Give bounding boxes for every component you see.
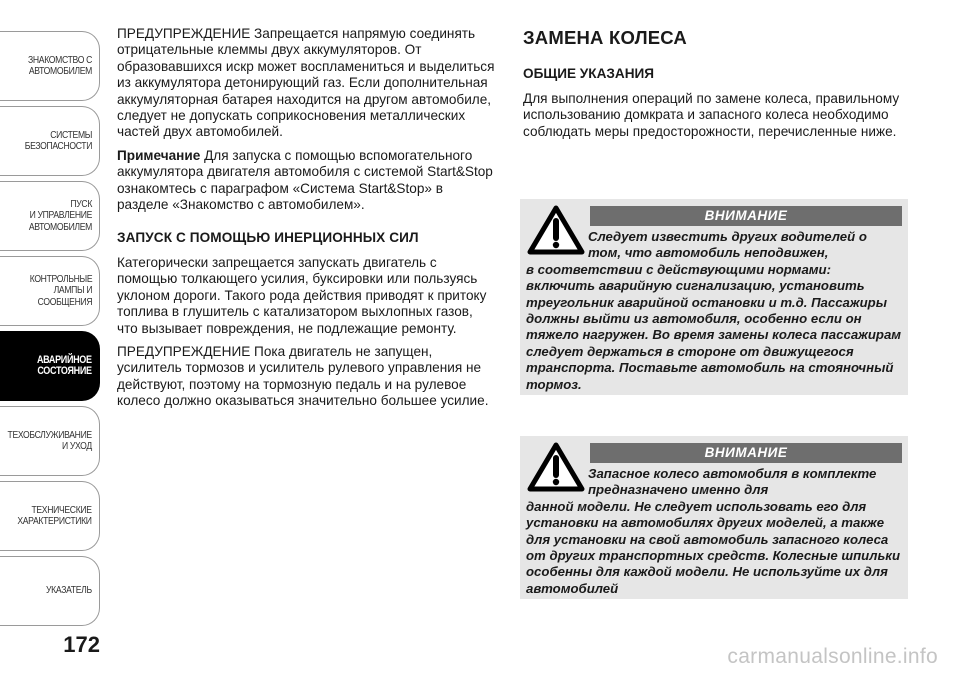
right-column [523, 26, 913, 140]
tab-label: УКАЗАТЕЛЬ [46, 584, 92, 597]
tab-label: ТЕХОБСЛУЖИВАНИЕ И УХОД [7, 428, 92, 452]
watermark: carmanualsonline.info [727, 645, 938, 668]
warning-box [520, 199, 908, 395]
note-label: Примечание [117, 147, 201, 163]
warning-paragraph: ПРЕДУПРЕЖДЕНИЕ Запрещается напрямую соединять отрицательные клеммы двух аккумуляторов. От образовавшихся искр может воспламениться и выделиться из аккумулятора детонирующий газ. Если дополнительная аккумуляторная батарея находится на другом автомобиле, следует не допускать соприкосновения металлических частей двух автомобилей. [117, 26, 495, 140]
tab-index[interactable] [0, 556, 100, 626]
left-column [117, 26, 497, 417]
tab-maintenance[interactable] [0, 406, 100, 476]
body-paragraph: Категорически запрещается запускать двигатель с помощью толкающего усилия, буксировки или пользуясь уклоном дороги. Такого рода действия приводят к притоку топлива в глушитель с катализатором выхлопных газов, что вызывает повреждения, не подлежащие ремонту. [117, 254, 487, 336]
tab-label: СИСТЕМЫ БЕЗОПАСНОСТИ [24, 128, 92, 152]
warning-text-main: данной модели. Не следует использовать его для установки на автомобилях других моделей, а также для установки на свой автомобиль запасного колеса от других транспортных средств. Колесные шпильки особенны для каждой модели. Не используйте их для автомобилей [526, 498, 901, 596]
warning-text-indent: Следует известить других водителей о том, что автомобиль неподвижен, [588, 229, 867, 261]
tab-safety[interactable] [0, 106, 100, 176]
tab-specifications[interactable] [0, 481, 100, 551]
tab-label: ЗНАКОМСТВО С АВТОМОБИЛЕМ [28, 53, 92, 77]
tab-label: ТЕХНИЧЕСКИЕ ХАРАКТЕРИСТИКИ [17, 503, 92, 527]
note-paragraph [117, 148, 497, 214]
tab-warning-lights[interactable] [0, 256, 100, 326]
warning-header: ВНИМАНИЕ [590, 206, 902, 226]
tab-label: КОНТРОЛЬНЫЕ ЛАМПЫ И СООБЩЕНИЯ [29, 272, 92, 308]
warning-box [520, 436, 908, 599]
tab-starting-driving[interactable] [0, 181, 100, 251]
warning-header: ВНИМАНИЕ [590, 443, 902, 463]
page-title: ЗАМЕНА КОЛЕСА [523, 27, 687, 48]
tab-intro[interactable] [0, 31, 100, 101]
note-text: Для запуска с помощью вспомогательного аккумулятора двигателя автомобиля с системой Start&Stop ознакомтесь с параграфом «Система Start&Stop» в разделе «Знакомство с автомобилем». [117, 147, 493, 213]
tab-emergency[interactable] [0, 331, 100, 401]
warning-triangle-icon [526, 204, 586, 256]
section-heading: ЗАПУСК С ПОМОЩЬЮ ИНЕРЦИОННЫХ СИЛ [117, 230, 419, 246]
tab-label: АВАРИЙНОЕ СОСТОЯНИЕ [37, 353, 92, 377]
warning-paragraph: ПРЕДУПРЕЖДЕНИЕ Пока двигатель не запущен, усилитель тормозов и усилитель рулевого управления не действуют, поэтому на тормозную педаль и на рулевое колесо должно оказываться значительно большее усилие. [117, 343, 489, 409]
intro-paragraph: Для выполнения операций по замене колеса, правильному использованию домкрата и запасного колеса необходимо соблюдать меры предосторожности, перечисленные ниже. [523, 90, 900, 139]
warning-text-main: в соответствии с действующими нормами: включить аварийную сигнализацию, установить треугольник аварийной остановки и т.д. Пассажиры должны выйти из автомобиля, особенно если он тяжело нагружен. Во время замены колеса пассажирам следует держаться в стороне от движущегося транспорта. Поставьте автомобиль на стояночный тормоз. [526, 261, 902, 392]
section-subtitle: ОБЩИЕ УКАЗАНИЯ [523, 66, 655, 82]
page-number: 172 [63, 632, 100, 657]
warning-text-indent: Запасное колесо автомобиля в комплекте предназначено именно для [588, 466, 877, 498]
tab-label: ПУСК И УПРАВЛЕНИЕ АВТОМОБИЛЕМ [28, 197, 92, 233]
warning-triangle-icon [526, 441, 586, 493]
